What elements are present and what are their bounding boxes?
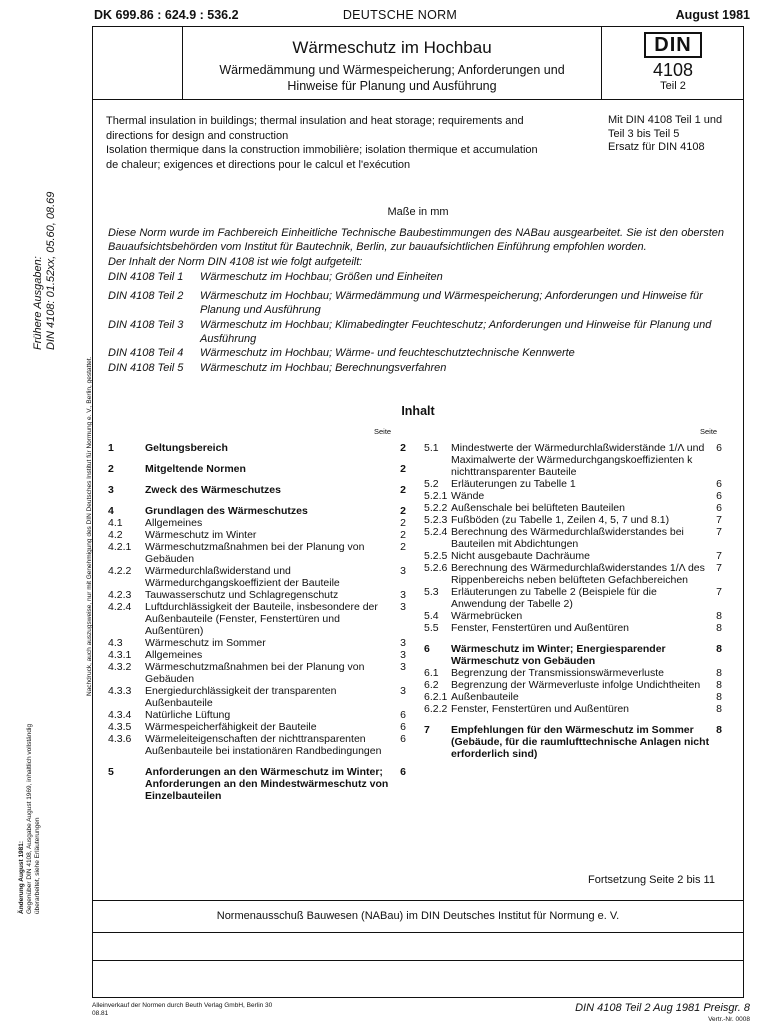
page-column-label-right: Seite <box>700 427 718 436</box>
previous-editions-list: DIN 4108: 01.52xx, 05.60, 08.69 <box>45 191 57 350</box>
toc-entry-number: 5.2.6 <box>424 562 448 574</box>
toc-entry-number: 5.2.2 <box>424 502 448 514</box>
toc-entry-number: 6.2.2 <box>424 703 448 715</box>
toc-entry-title: Wärmebrücken <box>451 610 523 622</box>
toc-entry-page: 8 <box>716 724 722 736</box>
toc-entry-title: Allgemeines <box>145 517 203 529</box>
toc-entry-number: 5.2.5 <box>424 550 448 562</box>
previous-editions <box>32 192 58 350</box>
toc-entry <box>108 709 406 721</box>
toc-entry <box>108 661 406 685</box>
toc-entry <box>424 562 722 586</box>
toc-entry-number: 4 <box>108 505 114 517</box>
toc-entry <box>424 526 722 550</box>
toc-entry <box>424 586 722 610</box>
toc-entry-title: Begrenzung der Transmissionswärmeverluste <box>451 667 665 679</box>
amendment-label: Änderung August 1981: <box>18 840 25 914</box>
toc-entry <box>108 601 406 637</box>
toc-entry-page: 6 <box>716 478 722 490</box>
toc-entry <box>108 442 406 454</box>
toc-entry-title: Fenster, Fenstertüren und Außentüren <box>451 703 630 715</box>
toc-entry-title: Wärmeschutz im Sommer <box>145 637 266 649</box>
toc-entry-title: Begrenzung der Wärmeverluste infolge Undichtheiten <box>451 679 701 691</box>
toc-entry <box>108 649 406 661</box>
toc-entry-page: 6 <box>400 733 406 745</box>
toc-entry-page: 3 <box>400 685 406 697</box>
toc-entry-page: 7 <box>716 514 722 526</box>
toc-entry <box>424 622 722 634</box>
toc-entry-number: 5.3 <box>424 586 439 598</box>
committee-note: Normenausschuß Bauwesen (NABau) im DIN Deutsches Institut für Normung e. V. <box>216 910 620 922</box>
toc-entry-title: Wärmeschutz im Winter; Energiesparender Wärmeschutz von Gebäuden <box>451 643 666 667</box>
toc-entry-page: 3 <box>400 649 406 661</box>
english-title-line-1: Thermal insulation in buildings; thermal insulation and heat storage; requirements and <box>106 115 524 127</box>
part-row <box>108 346 724 360</box>
toc-entry <box>424 610 722 622</box>
toc-entry-page: 3 <box>400 589 406 601</box>
toc-left-column <box>108 442 406 802</box>
toc-entry-page: 8 <box>716 679 722 691</box>
toc-entry <box>108 529 406 541</box>
part-text: Wärmeschutz im Hochbau; Berechnungsverfahren <box>200 362 447 374</box>
toc-entry <box>108 517 406 529</box>
vertrieb-number: Vertr.-Nr. 0008 <box>708 1016 750 1023</box>
toc-entry-page: 2 <box>400 484 406 496</box>
part-label: DIN 4108 Teil 5 <box>108 362 184 374</box>
part-row <box>108 361 724 375</box>
toc-entry-title: Anforderungen an den Wärmeschutz im Winter; Anforderungen an den Mindestwärmeschutz von Einzelbauteilen <box>145 766 389 802</box>
part-text: Wärmeschutz im Hochbau; Klimabedingter Feuchteschutz; Anforderungen und Hinweise für Planung und Ausführung <box>200 319 712 345</box>
toc-entry-number: 4.2 <box>108 529 123 541</box>
dimensions-note: Maße in mm <box>387 206 449 218</box>
toc-entry <box>424 478 722 490</box>
toc-entry-title: Außenschale bei belüfteten Bauteilen <box>451 502 625 514</box>
toc-entry-title: Fenster, Fenstertüren und Außentüren <box>451 622 630 634</box>
toc-entry <box>108 721 406 733</box>
toc-entry <box>424 502 722 514</box>
toc-entry-title: Wärmeschutz im Winter <box>145 529 257 541</box>
toc-entry-number: 5.5 <box>424 622 439 634</box>
toc-entry-number: 5.2.1 <box>424 490 448 502</box>
footer-publisher <box>92 1002 272 1018</box>
amendment-text-1: Gegenüber DIN 4108, Ausgabe August 1969, inhaltlich vollständig <box>26 723 33 914</box>
toc-entry <box>108 565 406 589</box>
toc-entry-page: 2 <box>400 505 406 517</box>
part-label: DIN 4108 Teil 2 <box>108 290 184 302</box>
toc-entry-page: 8 <box>716 703 722 715</box>
din-logo: DIN <box>644 32 701 58</box>
toc-entry-page: 8 <box>716 622 722 634</box>
part-text: Wärmeschutz im Hochbau; Wärme- und feuchteschutztechnische Kennwerte <box>200 347 575 359</box>
toc-entry <box>108 766 406 802</box>
toc-entry-number: 5.1 <box>424 442 439 454</box>
part-label: DIN 4108 Teil 1 <box>108 271 184 283</box>
toc-entry-number: 5.2 <box>424 478 439 490</box>
document-subtitle-line-1: Wärmedämmung und Wärmespeicherung; Anforderungen und <box>219 63 565 77</box>
toc-entry <box>108 541 406 565</box>
toc-entry-page: 2 <box>400 529 406 541</box>
title-translations <box>106 114 576 172</box>
toc-entry-number: 1 <box>108 442 114 454</box>
toc-entry-title: Mindestwerte der Wärmedurchlaßwiderstände 1/Λ und Maximalwerte der Wärmedurchgangskoeffizienten k nichttransparenter Bauteile <box>451 442 705 478</box>
toc-entry-title: Nicht ausgebaute Dachräume <box>451 550 590 562</box>
toc-entry-title: Berechnung des Wärmedurchlaßwiderstandes bei Bauteilen mit Abdichtungen <box>451 526 684 550</box>
toc-entry-title: Geltungsbereich <box>145 442 228 454</box>
previous-editions-label: Frühere Ausgaben: <box>32 256 44 350</box>
toc-entry-number: 4.3.3 <box>108 685 132 697</box>
toc-entry-number: 7 <box>424 724 430 736</box>
toc-entry-number: 4.2.4 <box>108 601 132 613</box>
toc-entry-number: 6.1 <box>424 667 439 679</box>
reprint-notice: Nachdruck, auch auszugsweise, nur mit Genehmigung des DIN Deutsches Institut für Normung e. V., Berlin, gestattet. <box>86 356 93 696</box>
toc-entry <box>424 724 722 760</box>
toc-entry-title: Erläuterungen zu Tabelle 1 <box>451 478 576 490</box>
toc-entry-number: 4.3.4 <box>108 709 132 721</box>
intro-paragraph: Diese Norm wurde im Fachbereich Einheitliche Technische Baubestimmungen des NABau ausgearbeitet. Sie ist den obersten Bauaufsichtsbehörden vom Institut für Bautechnik, Berlin, zur bauaufsichtlichen Einführung empfohlen worden. <box>108 227 724 253</box>
part-row <box>108 318 724 346</box>
toc-entry-number: 4.2.2 <box>108 565 132 577</box>
toc-entry-title: Wärmedurchlaßwiderstand und Wärmedurchgangskoeffizient der Bauteile <box>145 565 340 589</box>
toc-entry-title: Tauwasserschutz und Schlagregenschutz <box>145 589 339 601</box>
toc-entry-number: 5 <box>108 766 114 778</box>
toc-entry-number: 4.3.1 <box>108 649 132 661</box>
toc-entry <box>424 514 722 526</box>
dk-number: DK 699.86 : 624.9 : 536.2 <box>94 8 239 22</box>
toc-entry-number: 4.1 <box>108 517 123 529</box>
toc-entry-title: Allgemeines <box>145 649 203 661</box>
part-row <box>108 289 724 317</box>
replacement-line-3: Ersatz für DIN 4108 <box>608 141 705 153</box>
toc-entry-number: 4.3.5 <box>108 721 132 733</box>
parts-lead-text: Der Inhalt der Norm DIN 4108 ist wie folgt aufgeteilt: <box>108 256 363 268</box>
toc-entry-number: 5.2.3 <box>424 514 448 526</box>
toc-entry <box>424 703 722 715</box>
divider-line <box>92 932 744 933</box>
french-title-line-1: Isolation thermique dans la construction immobilière; isolation thermique et accumulation <box>106 144 538 156</box>
divider-line <box>92 960 744 961</box>
toc-entry <box>108 589 406 601</box>
toc-entry-title: Wärmeschutzmaßnahmen bei der Planung von Gebäuden <box>145 661 365 685</box>
toc-entry-number: 4.2.3 <box>108 589 132 601</box>
toc-entry-title: Grundlagen des Wärmeschutzes <box>145 505 308 517</box>
toc-entry-title: Fußböden (zu Tabelle 1, Zeilen 4, 5, 7 und 8.1) <box>451 514 670 526</box>
document-title: Wärmeschutz im Hochbau <box>292 38 492 57</box>
english-title-line-2: directions for design and construction <box>106 129 289 142</box>
toc-entry-number: 3 <box>108 484 114 496</box>
divider-line <box>92 900 744 901</box>
toc-entry <box>108 685 406 709</box>
part-row <box>108 270 724 284</box>
toc-entry-number: 2 <box>108 463 114 475</box>
toc-entry <box>424 691 722 703</box>
toc-entry-title: Wärmeschutzmaßnahmen bei der Planung von Gebäuden <box>145 541 365 565</box>
din-part: Teil 2 <box>660 80 686 92</box>
toc-entry-number: 6.2 <box>424 679 439 691</box>
replacement-line-2: Teil 3 bis Teil 5 <box>608 127 680 140</box>
continuation-note: Fortsetzung Seite 2 bis 11 <box>588 874 715 886</box>
document-subtitle-line-2: Hinweise für Planung und Ausführung <box>287 79 497 93</box>
toc-entry-title: Berechnung des Wärmedurchlaßwiderstandes 1/Λ des Rippenbereichs neben belüfteten Gefachbereichen <box>451 562 705 586</box>
toc-entry-page: 8 <box>716 610 722 622</box>
toc-right-column <box>424 442 722 760</box>
toc-entry <box>108 505 406 517</box>
page-column-label-left: Seite <box>374 427 392 436</box>
toc-entry-page: 7 <box>716 526 722 538</box>
din-designation <box>602 26 744 100</box>
din-number: 4108 <box>652 60 694 80</box>
issue-date: August 1981 <box>675 8 750 22</box>
toc-entry-number: 6 <box>424 643 430 655</box>
deutsche-norm-label: DEUTSCHE NORM <box>342 8 458 22</box>
toc-entry-page: 3 <box>400 601 406 613</box>
toc-entry-page: 2 <box>400 541 406 553</box>
part-text: Wärmeschutz im Hochbau; Wärmedämmung und Wärmespeicherung; Anforderungen und Hinweise für Planung und Ausführung <box>200 290 703 316</box>
toc-entry <box>424 550 722 562</box>
print-date: 08.81 <box>92 1010 109 1017</box>
toc-entry-number: 5.4 <box>424 610 439 622</box>
toc-entry-page: 6 <box>716 502 722 514</box>
footer-designation: DIN 4108 Teil 2 Aug 1981 Preisgr. 8 <box>575 1002 750 1014</box>
toc-entry-number: 4.3 <box>108 637 123 649</box>
toc-entry-number: 4.2.1 <box>108 541 132 553</box>
toc-entry-page: 7 <box>716 562 722 574</box>
toc-entry-page: 7 <box>716 586 722 598</box>
toc-entry-title: Zweck des Wärmeschutzes <box>145 484 281 496</box>
toc-entry-page: 6 <box>716 490 722 502</box>
toc-entry-page: 6 <box>400 766 406 778</box>
toc-entry <box>108 733 406 757</box>
toc-entry-title: Luftdurchlässigkeit der Bauteile, insbesondere der Außenbauteile (Fenster, Fenstertüren und Außentüren) <box>145 601 378 637</box>
toc-entry-page: 2 <box>400 463 406 475</box>
toc-entry-title: Wände <box>451 490 485 502</box>
toc-entry <box>424 442 722 478</box>
toc-entry-title: Außenbauteile <box>451 691 519 703</box>
toc-entry <box>108 637 406 649</box>
toc-entry-page: 3 <box>400 565 406 577</box>
toc-entry-title: Natürliche Lüftung <box>145 709 231 721</box>
toc-entry <box>424 679 722 691</box>
toc-entry-title: Wärmespeicherfähigkeit der Bauteile <box>145 721 317 733</box>
toc-entry-number: 4.3.2 <box>108 661 132 673</box>
title-area <box>182 26 602 100</box>
french-title-line-2: de chaleur; exigences et directions pour le calcul et l'exécution <box>106 158 411 171</box>
amendment-note <box>18 724 42 914</box>
toc-entry-page: 6 <box>400 721 406 733</box>
toc-entry-page: 8 <box>716 691 722 703</box>
toc-entry-page: 2 <box>400 442 406 454</box>
toc-entry-number: 5.2.4 <box>424 526 448 538</box>
toc-entry-title: Erläuterungen zu Tabelle 2 (Beispiele für die Anwendung der Tabelle 2) <box>451 586 657 610</box>
toc-entry-title: Wärmeleiteigenschaften der nichttransparenten Außenbauteile bei instationären Randbedingungen <box>145 733 382 757</box>
toc-entry-page: 6 <box>716 442 722 454</box>
toc-entry <box>424 490 722 502</box>
publisher-line: Alleinverkauf der Normen durch Beuth Verlag GmbH, Berlin 30 <box>92 1002 273 1009</box>
toc-entry-page: 7 <box>716 550 722 562</box>
toc-entry-title: Empfehlungen für den Wärmeschutz im Sommer (Gebäude, für die raumlufttechnische Anlagen nicht erforderlich sind) <box>451 724 710 760</box>
toc-entry-page: 8 <box>716 667 722 679</box>
toc-entry-number: 4.3.6 <box>108 733 132 745</box>
contents-heading: Inhalt <box>401 404 435 418</box>
toc-entry-page: 3 <box>400 637 406 649</box>
toc-entry-page: 2 <box>400 517 406 529</box>
toc-entry <box>424 667 722 679</box>
toc-entry-number: 6.2.1 <box>424 691 448 703</box>
toc-entry-page: 8 <box>716 643 722 655</box>
part-text: Wärmeschutz im Hochbau; Größen und Einheiten <box>200 271 443 283</box>
toc-entry <box>108 463 406 475</box>
toc-entry-page: 3 <box>400 661 406 673</box>
toc-entry <box>108 484 406 496</box>
amendment-text-2: überarbeitet, siehe Erläuterungen <box>34 817 41 914</box>
toc-entry-title: Mitgeltende Normen <box>145 463 246 475</box>
replacement-line-1: Mit DIN 4108 Teil 1 und <box>608 114 723 126</box>
part-label: DIN 4108 Teil 4 <box>108 347 184 359</box>
toc-entry-title: Energiedurchlässigkeit der transparenten Außenbauteile <box>145 685 337 709</box>
toc-entry <box>424 643 722 667</box>
part-label: DIN 4108 Teil 3 <box>108 319 184 331</box>
replacement-note <box>608 114 738 155</box>
toc-entry-page: 6 <box>400 709 406 721</box>
